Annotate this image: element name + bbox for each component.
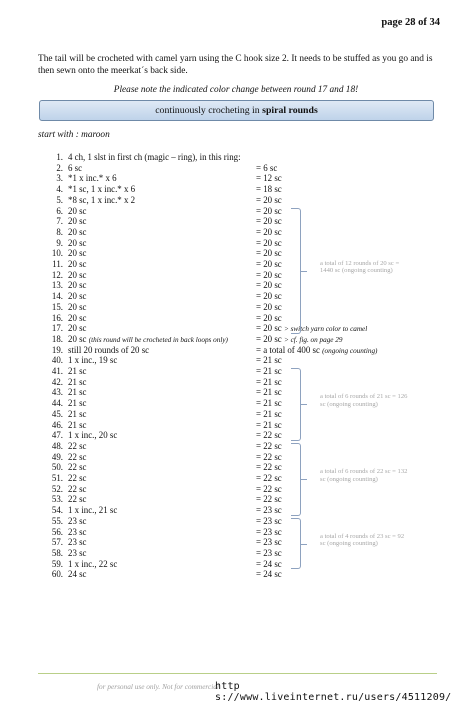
pattern-row: [0, 494, 475, 505]
round-number: 6.: [56, 205, 63, 216]
round-number: 59.: [51, 558, 63, 569]
round-instruction: [68, 569, 87, 580]
round-number: 50.: [51, 462, 63, 473]
round-number: 15.: [51, 301, 63, 312]
pattern-row: [0, 280, 475, 291]
result-text: = 20 sc: [256, 248, 282, 259]
round-result: [256, 377, 282, 388]
result-text: = 20 sc: [256, 205, 282, 216]
result-text: = 23 sc: [256, 515, 282, 526]
result-text: = 21 sc: [256, 398, 282, 409]
result-text: = 22 sc: [256, 494, 282, 505]
instruction-text: 22 sc: [68, 462, 87, 473]
round-number: 52.: [51, 483, 63, 494]
pattern-row: [0, 452, 475, 463]
round-instruction: [68, 323, 87, 334]
pattern-row: [0, 420, 475, 431]
round-instruction: [68, 366, 87, 377]
result-text: = 22 sc: [256, 462, 282, 473]
round-instruction: [68, 452, 87, 463]
round-instruction: [68, 473, 87, 484]
round-instruction: [68, 345, 149, 356]
round-number: 55.: [51, 515, 63, 526]
pattern-row: [0, 163, 475, 174]
result-text: = 20 sc: [256, 301, 282, 312]
start-color-label: start with : maroon: [38, 130, 110, 140]
round-result: [256, 173, 282, 184]
round-number: 9.: [56, 237, 63, 248]
round-number: 57.: [51, 537, 63, 548]
result-text: = 22 sc: [256, 451, 282, 462]
round-number: 51.: [51, 473, 63, 483]
round-number: 43.: [51, 387, 63, 398]
pattern-row: [0, 366, 475, 377]
round-instruction: [68, 216, 87, 227]
result-text: = 12 sc: [256, 173, 282, 184]
pattern-row: [0, 569, 475, 580]
round-instruction: [68, 313, 87, 324]
round-number: 14.: [51, 291, 63, 302]
round-result: [256, 430, 282, 441]
instruction-text: 21 sc: [68, 366, 87, 376]
instruction-text: 1 x inc., 19 sc: [68, 355, 118, 366]
pattern-row: [0, 195, 475, 206]
pattern-row: [0, 313, 475, 324]
round-instruction: [68, 430, 117, 441]
round-instruction: [68, 206, 87, 217]
color-change-note: Please note the indicated color change between round 17 and 18!: [113, 85, 359, 95]
instruction-text: 20 sc: [68, 333, 89, 344]
round-result: [256, 516, 282, 527]
group-bracket: [291, 518, 301, 570]
round-number: 42.: [51, 376, 63, 387]
group-total-note: a total of 6 rounds of 22 sc = 132 sc (ongoing counting): [320, 468, 408, 483]
instruction-text: 22 sc: [68, 494, 87, 505]
result-text: = 24 sc: [256, 569, 282, 580]
result-text: = a total of 400 sc: [256, 344, 323, 355]
instruction-text: 6 sc: [68, 162, 83, 173]
pattern-row: [0, 227, 475, 238]
round-instruction: [68, 270, 87, 281]
pattern-row: [0, 216, 475, 227]
round-instruction: [68, 494, 87, 505]
instruction-text: 20 sc: [68, 259, 87, 269]
pattern-row: [0, 430, 475, 441]
round-result: [256, 387, 282, 398]
result-text: = 20 sc: [256, 237, 282, 248]
round-number: 58.: [51, 547, 63, 558]
pattern-row: [0, 409, 475, 420]
round-number: 5.: [56, 194, 63, 205]
instruction-text: 23 sc: [68, 537, 87, 548]
instruction-text: 4 ch, 1 slst in first ch (magic – ring), in this ring:: [68, 152, 241, 162]
round-instruction: [68, 441, 87, 452]
round-number: 4.: [56, 184, 63, 195]
round-result: [256, 420, 282, 431]
pattern-row: [0, 302, 475, 313]
pattern-row: [0, 505, 475, 516]
pattern-row: [0, 559, 475, 570]
instruction-text: 22 sc: [68, 440, 87, 451]
result-text: = 21 sc: [256, 366, 282, 376]
round-instruction: [68, 291, 87, 302]
round-number: 7.: [56, 216, 63, 227]
instruction-text: 20 sc: [68, 269, 87, 280]
instruction-text: *8 sc, 1 x inc.* x 2: [68, 194, 136, 205]
instruction-text: 22 sc: [68, 451, 87, 462]
group-bracket: [291, 443, 301, 516]
round-result: [256, 302, 282, 313]
round-instruction: [68, 184, 135, 195]
instruction-text: 22 sc: [68, 483, 87, 494]
round-result: [256, 280, 282, 291]
round-result: [256, 270, 282, 281]
round-number: 45.: [51, 408, 63, 419]
instruction-text: 1 x inc., 20 sc: [68, 430, 118, 441]
watermark-url: http s://www.liveinternet.ru/users/4511209/: [215, 681, 452, 703]
pattern-row: [0, 345, 475, 356]
round-instruction: [68, 527, 87, 538]
round-instruction: [68, 248, 87, 259]
instruction-text: 21 sc: [68, 408, 87, 419]
round-number: 54.: [51, 505, 63, 516]
result-note: > cf. fig. on page 29: [283, 335, 343, 344]
instruction-note: (this round will be crocheted in back loops only): [88, 335, 228, 344]
result-text: = 20 sc: [256, 333, 284, 344]
round-result: [256, 537, 282, 548]
round-instruction: [68, 398, 87, 409]
result-text: = 20 sc: [256, 323, 284, 334]
round-instruction: [68, 259, 87, 270]
round-instruction: [68, 420, 87, 431]
pattern-row: [0, 377, 475, 388]
round-result: [256, 238, 282, 249]
instruction-text: still 20 rounds of 20 sc: [68, 344, 150, 355]
result-text: = 20 sc: [256, 291, 282, 302]
round-result: [256, 355, 282, 366]
instruction-text: 20 sc: [68, 291, 87, 302]
round-number: 1.: [56, 152, 63, 162]
pattern-row: [0, 334, 475, 345]
instruction-text: 20 sc: [68, 205, 87, 216]
round-result: [256, 527, 282, 538]
round-result: [256, 291, 282, 302]
round-instruction: [68, 548, 87, 559]
result-text: = 23 sc: [256, 537, 282, 548]
result-text: = 20 sc: [256, 280, 282, 291]
round-number: 19.: [51, 344, 63, 355]
pattern-row: [0, 238, 475, 249]
round-result: [256, 195, 282, 206]
instruction-text: 1 x inc., 22 sc: [68, 558, 118, 569]
result-text: = 21 sc: [256, 419, 282, 430]
group-total-note: a total of 12 rounds of 20 sc = 1440 sc (ongoing counting): [320, 259, 400, 275]
pattern-row: [0, 173, 475, 184]
instruction-text: 21 sc: [68, 398, 87, 409]
round-result: [256, 441, 282, 452]
pattern-row: [0, 184, 475, 195]
instruction-text: 23 sc: [68, 526, 87, 537]
page-separator: of: [415, 17, 430, 28]
round-number: 53.: [51, 494, 63, 505]
pattern-row: [0, 152, 475, 163]
round-instruction: [68, 195, 135, 206]
page-number: [381, 17, 440, 28]
round-number: 46.: [51, 419, 63, 430]
round-result: [256, 494, 282, 505]
round-result: [256, 366, 282, 377]
round-instruction: [68, 302, 87, 313]
round-number: 47.: [51, 430, 63, 441]
round-result: [256, 484, 282, 495]
round-instruction: [68, 484, 87, 495]
round-number: 41.: [51, 366, 63, 376]
instruction-text: 23 sc: [68, 515, 87, 526]
pattern-row: [0, 484, 475, 495]
round-instruction: [68, 462, 87, 473]
round-number: 17.: [51, 323, 63, 334]
round-instruction: [68, 163, 82, 174]
pattern-row: [0, 291, 475, 302]
round-result: [256, 569, 282, 580]
result-text: = 21 sc: [256, 376, 282, 387]
result-text: = 20 sc: [256, 216, 282, 227]
instruction-text: 20 sc: [68, 237, 87, 248]
round-number: 3.: [56, 173, 63, 184]
round-number: 18.: [51, 333, 63, 344]
result-text: = 20 sc: [256, 194, 282, 205]
instruction-text: 20 sc: [68, 323, 87, 334]
result-text: = 23 sc: [256, 547, 282, 558]
result-text: = 20 sc: [256, 259, 282, 269]
page-current: 28: [405, 17, 416, 28]
instruction-text: 20 sc: [68, 226, 87, 237]
round-result: [256, 548, 282, 559]
group-bracket: [291, 368, 301, 441]
round-instruction: [68, 355, 117, 366]
round-instruction: [68, 409, 87, 420]
result-text: = 20 sc: [256, 226, 282, 237]
round-number: 8.: [56, 226, 63, 237]
round-number: 11.: [52, 259, 63, 269]
result-note: > switch yarn color to camel: [283, 325, 368, 334]
round-instruction: [68, 377, 87, 388]
round-instruction: [68, 537, 87, 548]
round-number: 40.: [51, 355, 63, 366]
group-total-note: a total of 6 rounds of 21 sc = 126 sc (ongoing counting): [320, 393, 408, 409]
round-instruction: [68, 152, 241, 163]
result-text: = 22 sc: [256, 483, 282, 494]
round-result: [256, 473, 282, 484]
round-result: [256, 216, 282, 227]
result-text: = 22 sc: [256, 473, 282, 483]
round-result: [256, 559, 282, 570]
page-total: 34: [429, 17, 440, 28]
result-text: = 22 sc: [256, 440, 282, 451]
instruction-text: 20 sc: [68, 312, 87, 323]
instruction-text: 1 x inc., 21 sc: [68, 505, 118, 516]
result-text: = 23 sc: [256, 505, 282, 516]
round-instruction: [68, 238, 87, 249]
round-number: 13.: [51, 280, 63, 291]
round-instruction: [68, 280, 87, 291]
instruction-text: 23 sc: [68, 547, 87, 558]
round-result: [256, 227, 282, 238]
round-result: [256, 452, 282, 463]
intro-paragraph: The tail will be crocheted with camel yarn using the C hook size 2. It needs to be stuffed as you go and is then sewn onto the meerkat´s back side.: [38, 54, 433, 76]
instruction-text: *1 x inc.* x 6: [68, 173, 117, 184]
result-text: = 22 sc: [256, 430, 282, 441]
group-total-note: a total of 4 rounds of 23 sc = 92 sc (ongoing counting): [320, 532, 405, 548]
round-instruction: [68, 559, 117, 570]
round-instruction: [68, 505, 117, 516]
round-number: 10.: [51, 248, 63, 259]
round-number: 16.: [51, 312, 63, 323]
instruction-text: 20 sc: [68, 216, 87, 227]
section-banner: [39, 100, 434, 121]
instruction-text: 21 sc: [68, 419, 87, 430]
pattern-row: [0, 441, 475, 452]
round-number: 56.: [51, 526, 63, 537]
instruction-text: 21 sc: [68, 376, 87, 387]
result-note: (ongoing counting): [322, 346, 378, 355]
instruction-text: *1 sc, 1 x inc.* x 6: [68, 184, 136, 195]
pattern-row: [0, 355, 475, 366]
round-result: [256, 206, 282, 217]
round-result: [256, 248, 282, 259]
instruction-text: 21 sc: [68, 387, 87, 398]
page-prefix: page: [381, 17, 405, 28]
instruction-text: 20 sc: [68, 301, 87, 312]
round-instruction: [68, 387, 87, 398]
round-number: 49.: [51, 451, 63, 462]
pattern-row: [0, 548, 475, 559]
round-number: 44.: [51, 398, 63, 409]
round-result: [256, 259, 282, 270]
result-text: = 20 sc: [256, 312, 282, 323]
pattern-row: [0, 323, 475, 334]
banner-bold: spiral rounds: [262, 105, 318, 116]
round-number: 48.: [51, 440, 63, 451]
result-text: = 20 sc: [256, 269, 282, 280]
pattern-row: [0, 206, 475, 217]
footer-divider: [38, 673, 437, 674]
round-number: 60.: [51, 569, 63, 580]
round-result: [256, 184, 282, 195]
instruction-text: 20 sc: [68, 248, 87, 259]
round-result: [256, 398, 282, 409]
round-instruction: [68, 516, 87, 527]
round-instruction: [68, 173, 117, 184]
footer-text: for personal use only. Not for commercial: [97, 682, 219, 691]
result-text: = 24 sc: [256, 558, 282, 569]
round-result: [256, 462, 282, 473]
result-text: = 21 sc: [256, 408, 282, 419]
round-number: 2.: [56, 162, 63, 173]
round-result: [256, 409, 282, 420]
round-number: 12.: [51, 269, 63, 280]
instruction-text: 24 sc: [68, 569, 87, 580]
result-text: = 6 sc: [256, 162, 278, 173]
banner-prefix: continuously crocheting in: [155, 105, 263, 116]
round-result: [256, 505, 282, 516]
result-text: = 21 sc: [256, 387, 282, 398]
result-text: = 18 sc: [256, 184, 282, 195]
round-result: [256, 163, 277, 174]
pattern-row: [0, 248, 475, 259]
instruction-text: 22 sc: [68, 473, 87, 483]
group-bracket: [291, 208, 301, 334]
pattern-row: [0, 516, 475, 527]
round-result: [256, 313, 282, 324]
instruction-text: 20 sc: [68, 280, 87, 291]
result-text: = 21 sc: [256, 355, 282, 366]
result-text: = 23 sc: [256, 526, 282, 537]
round-instruction: [68, 227, 87, 238]
